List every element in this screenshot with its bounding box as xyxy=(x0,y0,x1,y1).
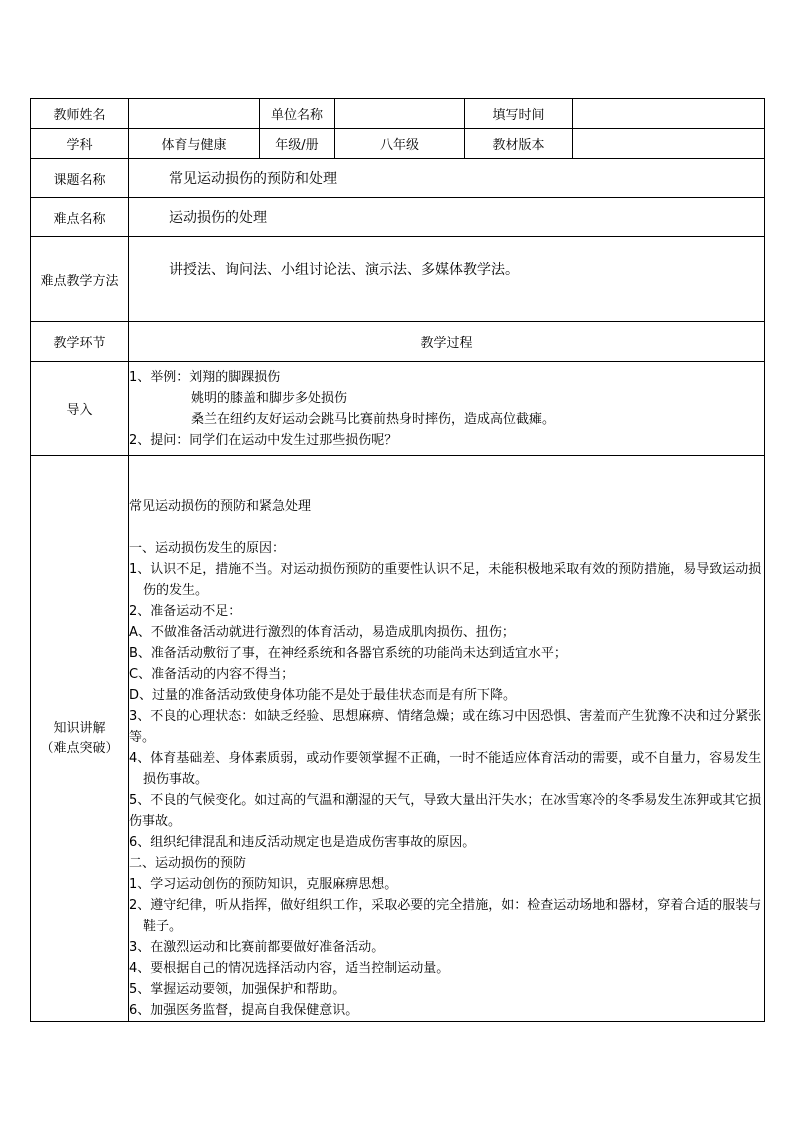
knowledge-row xyxy=(31,456,765,1022)
difficulty-row xyxy=(31,198,765,237)
knowledge-line: A、不做准备活动就进行激烈的体育活动，易造成肌肉损伤、扭伤； xyxy=(129,625,515,640)
knowledge-title: 常见运动损伤的预防和紧急处理 xyxy=(129,499,312,514)
unit-label: 单位名称 xyxy=(260,99,335,129)
knowledge-line: 2、准备运动不足： xyxy=(129,604,242,619)
difficulty-label: 难点名称 xyxy=(31,198,129,237)
lesson-plan-sheet xyxy=(30,98,764,1018)
intro-label: 导入 xyxy=(31,362,129,456)
method-row xyxy=(31,237,765,322)
lesson-plan-table xyxy=(30,98,765,1022)
header-row-1 xyxy=(31,99,765,129)
process-value: 教学过程 xyxy=(129,322,765,362)
knowledge-label-line-1: 知识讲解 xyxy=(53,720,106,736)
subject-label: 学科 xyxy=(31,129,129,159)
date-value xyxy=(573,99,765,129)
knowledge-line: 4、体育基础差、身体素质弱，或动作要领掌握不正确，一时不能适应体育活动的需要，或不自量力，容易发生损伤事故。 xyxy=(129,751,762,787)
method-value: 讲授法、询问法、小组讨论法、演示法、多媒体教学法。 xyxy=(129,237,765,322)
edition-label: 教材版本 xyxy=(465,129,573,159)
grade-value: 八年级 xyxy=(335,129,465,159)
intro-line-1: 1、举例：刘翔的脚踝损伤 xyxy=(129,369,281,385)
subject-value: 体育与健康 xyxy=(129,129,260,159)
intro-line-3: 桑兰在纽约友好运动会跳马比赛前热身时摔伤，造成高位截瘫。 xyxy=(191,411,556,427)
difficulty-value: 运动损伤的处理 xyxy=(129,198,765,237)
topic-value: 常见运动损伤的预防和处理 xyxy=(129,159,765,198)
teacher-label: 教师姓名 xyxy=(31,99,129,129)
grade-label: 年级/册 xyxy=(260,129,335,159)
unit-value xyxy=(335,99,465,129)
intro-row xyxy=(31,362,765,456)
edition-value xyxy=(573,129,765,159)
process-header-row xyxy=(31,322,765,362)
knowledge-line: 1、认识不足，措施不当。对运动损伤预防的重要性认识不足，未能积极地采取有效的预防措施，易导致运动损伤的发生。 xyxy=(129,562,762,598)
intro-line-2: 姚明的膝盖和脚步多处损伤 xyxy=(191,390,348,406)
topic-row xyxy=(31,159,765,198)
knowledge-line: C、准备活动的内容不得当； xyxy=(129,667,295,682)
knowledge-label xyxy=(31,456,129,1022)
knowledge-line: B、准备活动敷衍了事，在神经系统和各器官系统的功能尚未达到适宜水平； xyxy=(129,646,567,661)
knowledge-line: 2、遵守纪律，听从指挥，做好组织工作，采取必要的完全措施，如：检查运动场地和器材，穿着合适的服装与鞋子。 xyxy=(129,898,762,934)
intro-line-4: 2、提问：同学们在运动中发生过那些损伤呢？ xyxy=(129,432,398,448)
intro-content xyxy=(129,362,765,456)
method-label: 难点教学方法 xyxy=(31,237,129,322)
knowledge-line: 一、运动损伤发生的原因： xyxy=(129,541,286,556)
knowledge-line: D、过量的准备活动致使身体功能不是处于最佳状态而是有所下降。 xyxy=(129,688,517,703)
knowledge-line: 3、在激烈运动和比赛前都要做好准备活动。 xyxy=(129,940,385,955)
knowledge-label-line-2: （难点突破） xyxy=(40,740,119,756)
knowledge-content xyxy=(129,456,765,1022)
knowledge-line: 5、掌握运动要领，加强保护和帮助。 xyxy=(129,982,346,997)
teacher-value xyxy=(129,99,260,129)
knowledge-line: 6、加强医务监督，提高自我保健意识。 xyxy=(129,1003,359,1018)
topic-label: 课题名称 xyxy=(31,159,129,198)
knowledge-line: 6、组织纪律混乱和违反活动规定也是造成伤害事故的原因。 xyxy=(129,835,476,850)
knowledge-line: 4、要根据自己的情况选择活动内容，适当控制运动量。 xyxy=(129,961,450,976)
knowledge-line: 1、学习运动创伤的预防知识，克服麻痹思想。 xyxy=(129,877,398,892)
knowledge-line: 3、不良的心理状态：如缺乏经验、思想麻痹、情绪急燥；或在练习中因恐惧、害羞而产生犹豫不决和过分紧张等。 xyxy=(129,709,762,745)
knowledge-line: 二、运动损伤的预防 xyxy=(129,856,247,871)
knowledge-line: 5、不良的气候变化。如过高的气温和潮湿的天气，导致大量出汗失水；在冰雪寒冷的冬季易发生冻狎或其它损伤事故。 xyxy=(129,793,762,829)
date-label: 填写时间 xyxy=(465,99,573,129)
header-row-2 xyxy=(31,129,765,159)
process-label: 教学环节 xyxy=(31,322,129,362)
